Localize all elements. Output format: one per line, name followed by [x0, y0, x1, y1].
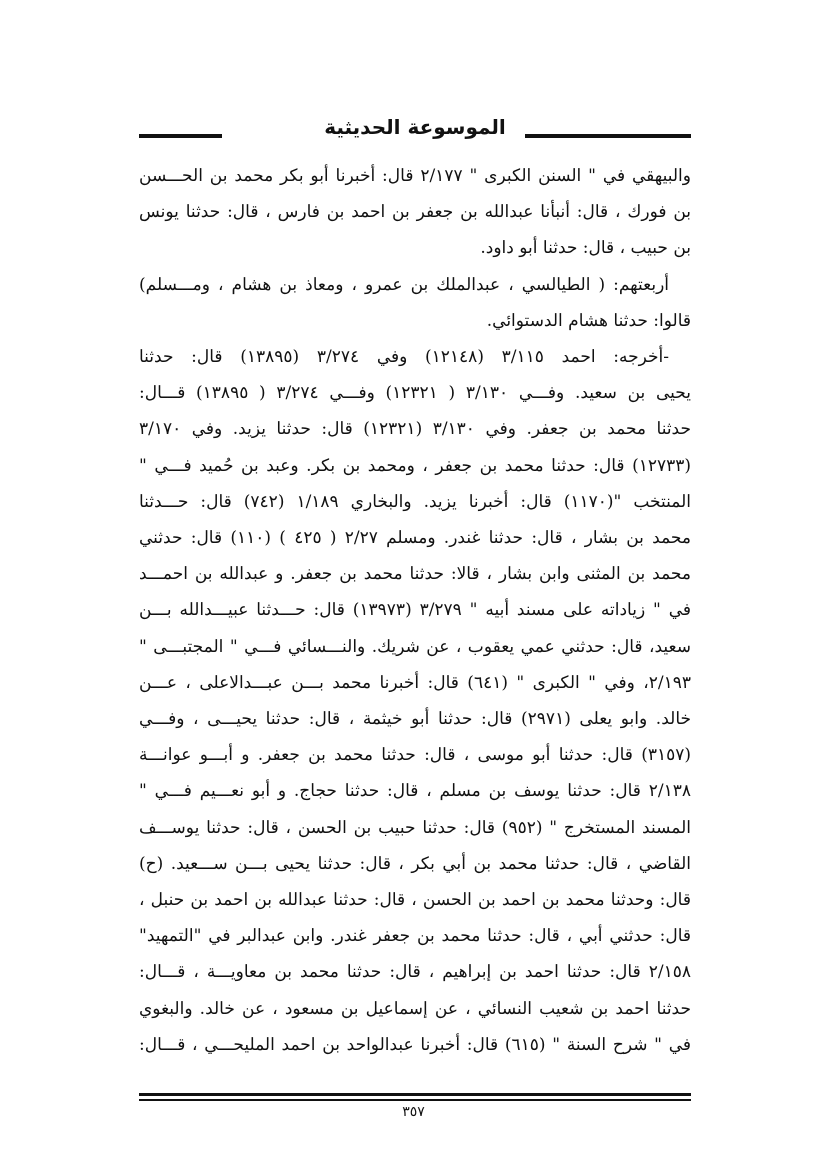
text-line: قالوا: حدثنا هشام الدستوائي.	[486, 310, 691, 331]
text-line: ٢/١٩٣، وفي " الكبرى " (٦٤١) قال: أخبرنا محمد بـــن عبـــدالاعلى ، عـــن	[139, 672, 691, 693]
text-line: المسند المستخرج " (٩٥٢) قال: حدثنا حبيب بن الحسن ، قال: حدثنا يوســـف	[139, 817, 691, 838]
text-line: بن حبيب ، قال: حدثنا أبو داود.	[480, 238, 691, 259]
text-line: ٢/١٣٨ قال: حدثنا يوسف بن مسلم ، قال: حدثنا حجاج. و أبو نعـــيم فـــي "	[139, 781, 691, 802]
footer-rule-thin	[139, 1099, 691, 1101]
text-line: القاضي ، قال: حدثنا محمد بن أبي بكر ، قال: حدثنا يحيى بـــن ســـعيد. (ح)	[139, 853, 691, 874]
text-line: سعيد، قال: حدثني عمي يعقوب ، عن شريك. والنـــسائي فـــي " المجتبـــى "	[139, 636, 691, 657]
running-header	[139, 112, 691, 142]
header-title: الموسوعة الحديثية	[324, 115, 506, 139]
text-line: (١٢٧٣٣) قال: حدثنا محمد بن جعفر ، ومحمد بن بكر. وعبد بن حُميد فـــي "	[139, 455, 691, 476]
header-rule-right	[525, 134, 691, 138]
body-text	[139, 158, 691, 1063]
text-line: (٣١٥٧) قال: حدثنا أبو موسى ، قال: حدثنا محمد بن جعفر. و أبـــو عوانـــة	[139, 745, 691, 766]
text-line: قال: وحدثنا محمد بن احمد بن الحسن ، قال: حدثنا عبدالله بن احمد بن حنبل ،	[139, 890, 691, 911]
text-line: في " شرح السنة " (٦١٥) قال: أخبرنا عبدالواحد بن احمد المليحـــي ، قـــال:	[139, 1034, 691, 1055]
text-line: ٢/١٥٨ قال: حدثنا احمد بن إبراهيم ، قال: حدثنا محمد بن معاويـــة ، قـــال:	[139, 962, 691, 983]
text-line: بن فورك ، قال: أنبأنا عبدالله بن جعفر بن احمد بن فارس ، قال: حدثنا يونس	[139, 202, 691, 223]
text-line: أربعتهم: ( الطيالسي ، عبدالملك بن عمرو ، ومعاذ بن هشام ، ومـــسلم)	[139, 274, 669, 295]
text-line: محمد بن بشار ، قال: حدثنا غندر. ومسلم ٢/٢٧ ( ٤٢٥ ) (١١٠) قال: حدثني	[139, 528, 691, 549]
text-line: محمد بن المثنى وابن بشار ، قالا: حدثنا محمد بن جعفر. و عبدالله بن احمـــد	[139, 564, 691, 585]
text-line: -أخرجه: احمد ٣/١١٥ (١٢١٤٨) وفي ٣/٢٧٤ (١٣٨٩٥) قال: حدثنا	[139, 347, 669, 368]
text-line: والبيهقي في " السنن الكبرى " ٢/١٧٧ قال: أخبرنا أبو بكر محمد بن الحـــسن	[139, 166, 691, 186]
text-line: المنتخب "(١١٧٠) قال: أخبرنا يزيد. والبخاري ١/١٨٩ (٧٤٢) قال: حـــدثنا	[139, 491, 691, 512]
text-line: قال: حدثني أبي ، قال: حدثنا محمد بن جعفر غندر. وابن عبدالبر في "التمهيد"	[139, 926, 691, 947]
text-line: حدثنا احمد بن شعيب النسائي ، عن إسماعيل بن مسعود ، عن خالد. والبغوي	[139, 998, 691, 1019]
text-line: خالد. وابو يعلى (٢٩٧١) قال: حدثنا أبو خيثمة ، قال: حدثنا يحيـــى ، وفـــي	[139, 709, 691, 730]
footer-rules	[139, 1093, 691, 1101]
text-line: في " زياداته على مسند أبيه " ٣/٢٧٩ (١٣٩٧٣) قال: حـــدثنا عبيـــدالله بـــن	[139, 600, 691, 621]
text-line: حدثنا محمد بن جعفر. وفي ٣/١٣٠ (١٢٣٢١) قال: حدثنا يزيد. وفي ٣/١٧٠	[139, 419, 691, 440]
page-number: ٣٥٧	[402, 1104, 425, 1120]
text-line: يحيى بن سعيد. وفـــي ٣/١٣٠ ( ١٢٣٢١) وفـــي ٣/٢٧٤ ( ١٣٨٩٥) قـــال:	[139, 383, 691, 404]
